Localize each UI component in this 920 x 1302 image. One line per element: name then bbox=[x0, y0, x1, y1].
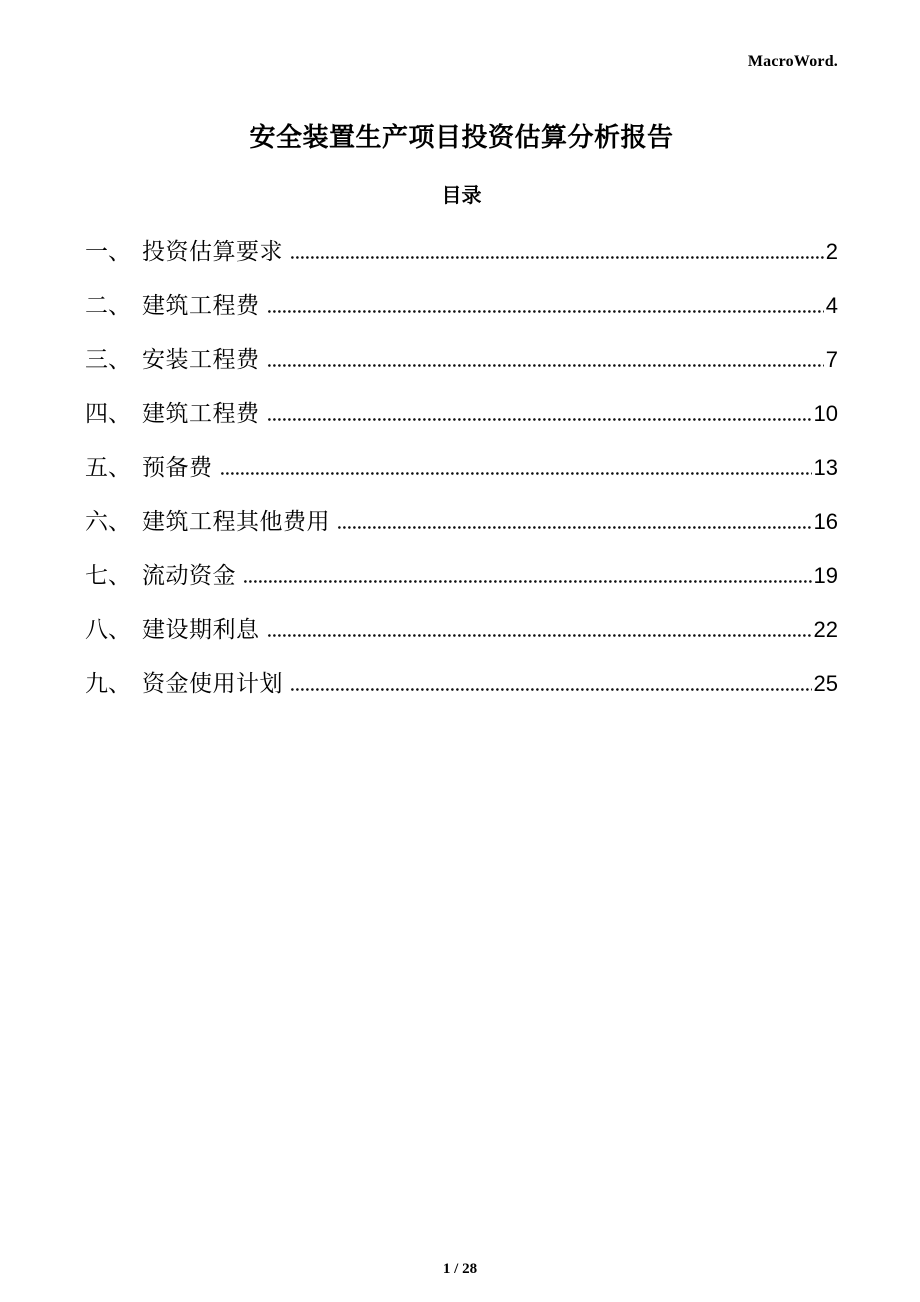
toc-dot-leader bbox=[268, 310, 824, 313]
toc-entry[interactable] bbox=[85, 346, 838, 400]
toc-entry-number: 九、 bbox=[85, 671, 131, 696]
toc-entry-number: 六、 bbox=[85, 509, 131, 534]
toc-dot-leader bbox=[338, 526, 812, 529]
toc-entry-page: 16 bbox=[813, 509, 838, 534]
toc-entry-title: 建筑工程费 bbox=[142, 293, 260, 318]
toc-entry-title: 资金使用计划 bbox=[142, 671, 283, 696]
page-number-footer: 1 / 28 bbox=[442, 1261, 478, 1277]
toc-list bbox=[85, 238, 838, 724]
toc-entry[interactable] bbox=[85, 670, 838, 724]
toc-heading: 目录 bbox=[441, 185, 482, 207]
toc-entry-page: 19 bbox=[813, 563, 838, 588]
toc-dot-leader bbox=[268, 364, 824, 367]
toc-entry-title: 建设期利息 bbox=[142, 617, 260, 642]
toc-entry-number: 二、 bbox=[85, 293, 131, 318]
toc-entry-number: 一、 bbox=[85, 239, 131, 264]
toc-entry[interactable] bbox=[85, 562, 838, 616]
document-title: 安全装置生产项目投资估算分析报告 bbox=[249, 122, 674, 152]
toc-dot-leader bbox=[221, 472, 812, 475]
toc-entry-number: 五、 bbox=[85, 455, 131, 480]
toc-entry[interactable] bbox=[85, 292, 838, 346]
toc-entry-title: 建筑工程费 bbox=[142, 401, 260, 426]
toc-entry[interactable] bbox=[85, 400, 838, 454]
toc-dot-leader bbox=[291, 688, 812, 691]
toc-entry-page: 7 bbox=[825, 347, 838, 372]
toc-entry-title: 安装工程费 bbox=[142, 347, 260, 372]
toc-entry-page: 2 bbox=[825, 239, 838, 264]
toc-dot-leader bbox=[268, 634, 812, 637]
toc-dot-leader bbox=[244, 580, 812, 583]
toc-entry-page: 22 bbox=[813, 617, 838, 642]
toc-entry[interactable] bbox=[85, 454, 838, 508]
toc-entry[interactable] bbox=[85, 238, 838, 292]
toc-entry[interactable] bbox=[85, 508, 838, 562]
toc-entry-number: 四、 bbox=[85, 401, 131, 426]
toc-entry-number: 七、 bbox=[85, 563, 131, 588]
toc-entry-number: 三、 bbox=[85, 347, 131, 372]
toc-entry-title: 流动资金 bbox=[142, 563, 236, 588]
toc-entry-page: 10 bbox=[813, 401, 838, 426]
toc-entry-title: 建筑工程其他费用 bbox=[142, 509, 330, 534]
toc-dot-leader bbox=[268, 418, 812, 421]
brand-logo-text: MacroWord. bbox=[747, 53, 838, 70]
toc-entry-title: 预备费 bbox=[142, 455, 213, 480]
toc-entry-number: 八、 bbox=[85, 617, 131, 642]
toc-entry-page: 13 bbox=[813, 455, 838, 480]
toc-entry[interactable] bbox=[85, 616, 838, 670]
toc-entry-title: 投资估算要求 bbox=[142, 239, 283, 264]
toc-entry-page: 25 bbox=[813, 671, 838, 696]
toc-entry-page: 4 bbox=[825, 293, 838, 318]
toc-dot-leader bbox=[291, 256, 824, 259]
